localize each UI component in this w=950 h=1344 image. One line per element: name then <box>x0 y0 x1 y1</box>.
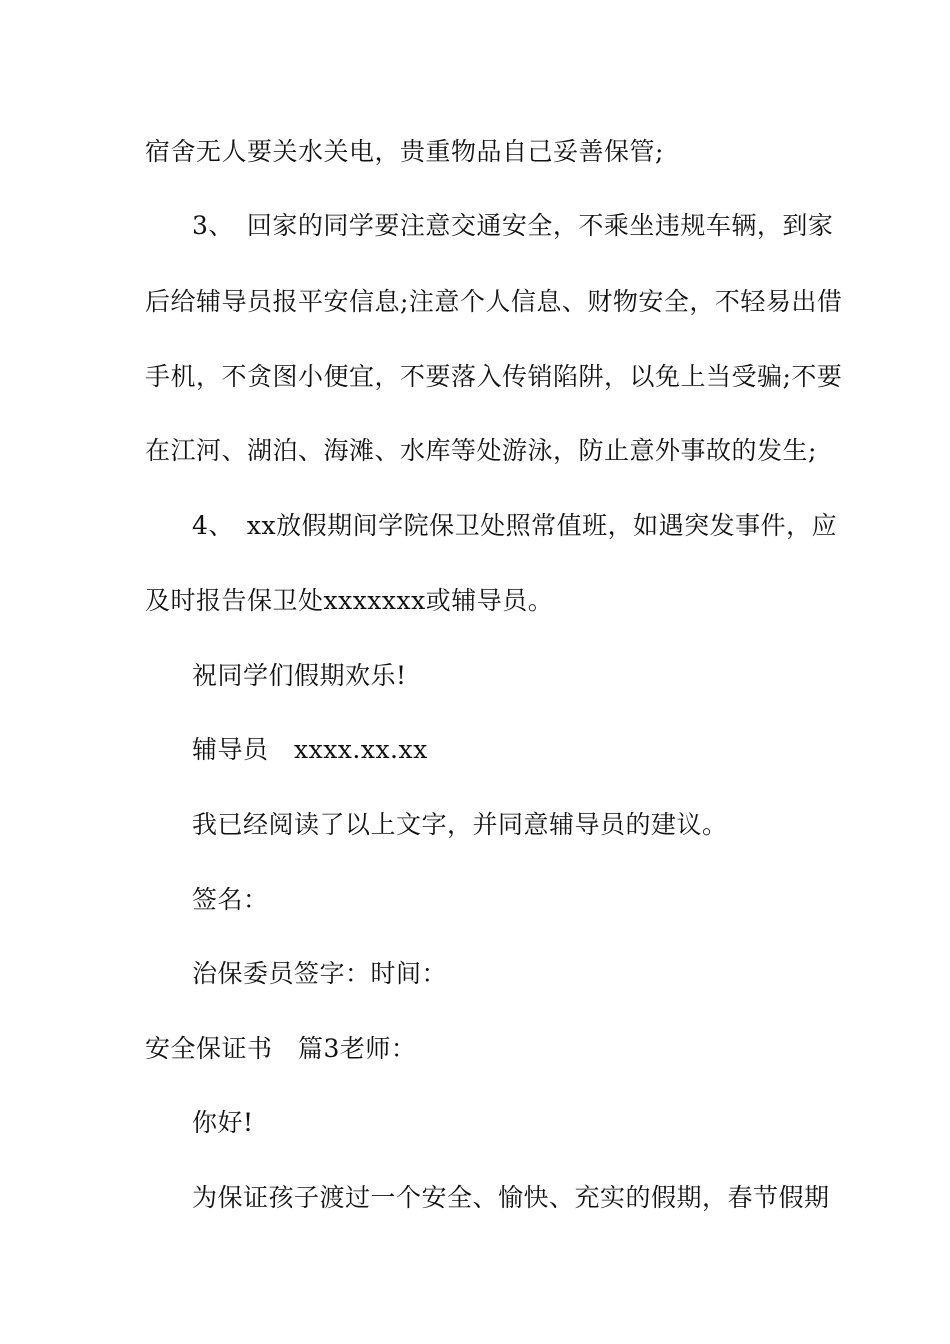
text-line-3: 后给辅导员报平安信息;注意个人信息、财物安全，不轻易出借 <box>145 287 843 316</box>
text-line-11: 签名： <box>192 885 269 914</box>
text-line-6: 4、 xx放假期间学院保卫处照常值班，如遇突发事件，应 <box>192 511 838 540</box>
text-line-2: 3、 回家的同学要注意交通安全，不乘坐违规车辆，到家 <box>192 211 834 240</box>
text-line-8: 祝同学们假期欢乐! <box>192 661 407 690</box>
text-line-15: 为保证孩子渡过一个安全、愉快、充实的假期，春节假期 <box>192 1183 830 1212</box>
text-line-10: 我已经阅读了以上文字，并同意辅导员的建议。 <box>192 810 728 839</box>
text-line-12: 治保委员签字：时间： <box>192 959 448 988</box>
text-line-9: 辅导员 xxxx.xx.xx <box>192 735 428 764</box>
text-line-5: 在江河、湖泊、海滩、水库等处游泳，防止意外事故的发生; <box>145 436 817 465</box>
text-line-14: 你好! <box>192 1108 254 1137</box>
text-line-1: 宿舍无人要关水关电，贵重物品自己妥善保管; <box>145 137 664 166</box>
text-line-4: 手机，不贪图小便宜，不要落入传销陷阱，以免上当受骗;不要 <box>145 362 843 391</box>
text-line-7: 及时报告保卫处xxxxxxx或辅导员。 <box>145 586 554 615</box>
section-heading: 安全保证书 篇3老师： <box>145 1034 417 1063</box>
